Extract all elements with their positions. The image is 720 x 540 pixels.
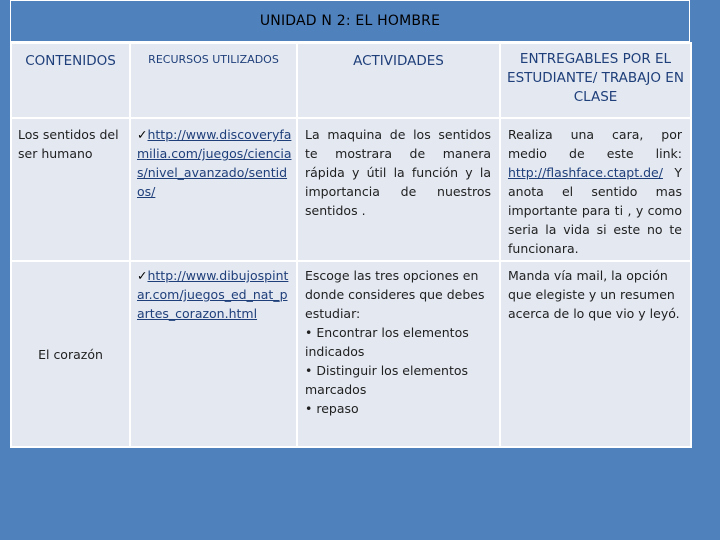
row2-actividad-intro: Escoge las tres opciones en donde consideres que debes estudiar:: [305, 268, 485, 321]
row2-contenido: El corazón: [12, 262, 129, 446]
bullet-distinguir: • Distinguir los elementos marcados: [305, 363, 469, 397]
row2-actividad: [298, 262, 499, 446]
checkmark-icon: ✓: [137, 268, 148, 283]
header-recursos: RECURSOS UTILIZADOS: [131, 44, 296, 117]
slide-title: UNIDAD N 2: EL HOMBRE: [10, 0, 690, 42]
header-actividades: ACTIVIDADES: [298, 44, 499, 117]
row1-entregable-text: Realiza una cara, por medio de este link:: [508, 127, 682, 161]
header-entregables: ENTREGABLES POR EL ESTUDIANTE/ TRABAJO EN CLASE: [501, 44, 690, 117]
bullet-repaso: • repaso: [305, 401, 359, 416]
header-contenidos: CONTENIDOS: [12, 44, 129, 117]
row1-actividad: La maquina de los sentidos te mostrara de manera rápida y útil la función y la importancia de nuestros sentidos .: [298, 119, 499, 260]
bullet-encontrar: • Encontrar los elementos indicados: [305, 325, 469, 359]
row2-recurso: [131, 262, 296, 446]
dibujos-link[interactable]: http://www.dibujospintar.com/juegos_ed_nat_partes_corazon.html: [137, 268, 289, 321]
row1-recurso: [131, 119, 296, 260]
row1-contenido: Los sentidos del ser humano: [12, 119, 129, 260]
checkmark-icon: ✓: [137, 127, 148, 142]
row1-entregable-text-2: Y anota el sentido mas importante para ti , y como seria la vida si este no te funcionara.: [508, 165, 682, 256]
row2-entregable: Manda vía mail, la opción que elegiste y un resumen acerca de lo que vio y leyó.: [501, 262, 690, 446]
discovery-link[interactable]: http://www.discoveryfamilia.com/juegos/ciencias/nivel_avanzado/sentidos/: [137, 127, 292, 199]
flashface-link[interactable]: http://flashface.ctapt.de/: [508, 165, 663, 180]
row1-entregable: [501, 119, 690, 260]
